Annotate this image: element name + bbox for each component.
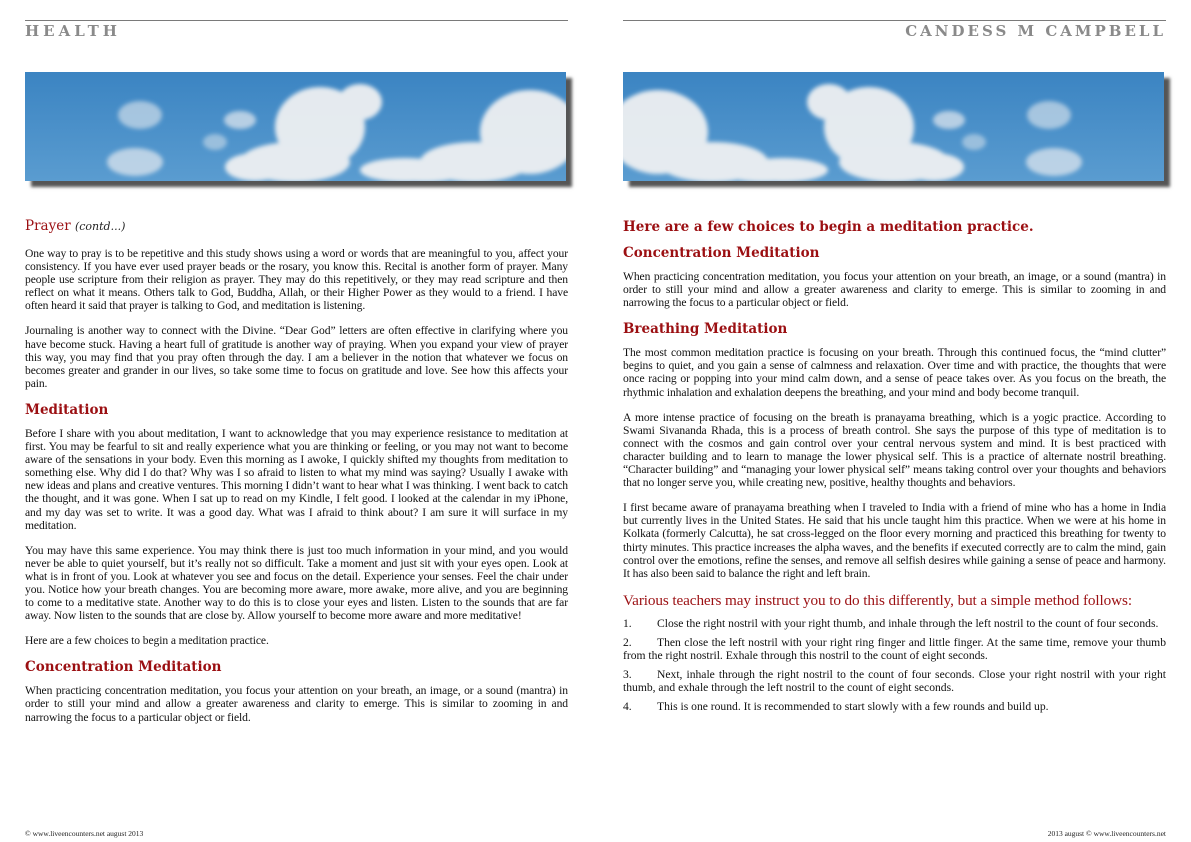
list-item <box>623 700 1166 713</box>
heading-meditation: Meditation <box>25 401 109 418</box>
paragraph: You may have this same experience. You may think there is just too much information in your mind, and you would never be able to quiet yourself, but it’s really not so difficult. Take a moment and just sit with your eyes open. Look at what is in front of you. Look at whatever you see and focus on the detail. Experience your senses. Feel the chair under you. Notice how your breath changes. You are becoming more aware, more awake, more alive, and you are beginning to come to a meditative state. Another way to do this is to close your eyes and listen. Listen to the sounds that are far away. Now listen to the sounds that are close by. Allow yourself to become more aware and more meditative! <box>25 543 568 623</box>
section-title: Prayer <box>25 218 71 234</box>
page-footer: © www.liveencounters.net august 2013 <box>25 829 144 838</box>
paragraph: When practicing concentration meditation, you focus your attention on your breath, an image, or a sound (mantra) in order to still your mind and allow a greater awareness and clarity to emerge. This is similar to zooming in and narrowing the focus to a particular object or field. <box>623 270 1166 310</box>
sky-clouds-illustration <box>623 72 1164 181</box>
paragraph: Before I share with you about meditation, I want to acknowledge that you may experience resistance to meditation at first. You may be fearful to sit and really experience what you are thinking or feeling, or you may not want to become aware of the sensations in your body. Even this morning as I awoke, I quickly shifted my thoughts from meditation to something else. Why did I do that? Why was I so afraid to listen to what my mind was saying? Usually I awake with new ideas and plans and creative ventures. This morning I didn’t want to hear what I was thinking. I went back to catch the thought, and it was gone. When I sat up to read on my Kindle, I felt good. I looked at the calendar in my iPhone, and my day was set to write. It was a good day. What was I afraid to think about? I am sure it will surface in my meditation. <box>25 426 568 532</box>
paragraph: Here are a few choices to begin a meditation practice. <box>25 634 269 648</box>
step-number: 3. <box>623 668 632 682</box>
step-text: Next, inhale through the right nostril to the count of four seconds. Close your right nostril with your right thumb, and exhale through the left nostril to the count of eight seconds. <box>623 668 1166 695</box>
list-item <box>623 636 1166 662</box>
method-heading: Various teachers may instruct you to do this differently, but a simple method follows: <box>623 591 1132 609</box>
step-text: This is one round. It is recommended to start slowly with a few rounds and build up. <box>657 700 1049 714</box>
running-head: HEALTH <box>25 22 121 40</box>
header-rule <box>25 20 568 21</box>
sky-banner-image <box>623 72 1164 181</box>
heading-concentration-meditation: Concentration Meditation <box>25 659 222 676</box>
running-head: CANDESS M CAMPBELL <box>905 22 1166 40</box>
right-page-content <box>623 219 1166 719</box>
right-page <box>623 0 1166 842</box>
sky-clouds-illustration <box>25 72 566 181</box>
intro-heading: Here are a few choices to begin a meditation practice. <box>623 219 1034 235</box>
heading-concentration-meditation: Concentration Meditation <box>623 245 820 261</box>
step-number: 4. <box>623 700 632 714</box>
section-title-prayer <box>25 218 568 235</box>
step-number: 2. <box>623 635 632 649</box>
step-text: Then close the left nostril with your right ring finger and little finger. At the same time, remove your thumb from the right nostril. Exhale through this nostril to the count of eight seconds. <box>623 635 1166 662</box>
header-rule <box>623 20 1166 21</box>
section-title-suffix: (contd...) <box>74 220 126 233</box>
paragraph: The most common meditation practice is focusing on your breath. Through this continued focus, the “mind clutter” begins to quiet, and you gain a sense of calmness and relaxation. Over time and with practice, the thoughts that were once racing or popping into your mind calm down, and a sense of peace takes over. As you focus on the breath, the rhythmic inhalation and exhalation deepens the breathing, and your mind and body become tranquil. <box>623 346 1166 399</box>
page-footer: 2013 august © www.liveencounters.net <box>1047 829 1166 838</box>
left-page <box>25 0 568 842</box>
paragraph: Journaling is another way to connect with the Divine. “Dear God” letters are often effective in clarifying where you have become stuck. Having a heart full of gratitude is another way of praying. When you expand your view of prayer this way, you may find that you pray often through the day. I am a believer in the notion that whatever we focus on becomes greater and grander in our lives, so take some time to focus on gratitude and love. See how this affects your pain. <box>25 324 568 390</box>
heading-breathing-meditation: Breathing Meditation <box>623 321 788 338</box>
step-number: 1. <box>623 616 632 630</box>
paragraph: When practicing concentration meditation, you focus your attention on your breath, an image, or a sound (mantra) in order to still your mind and allow a greater awareness and clarity to emerge. This is similar to zooming in and narrowing the focus to a particular object or field. <box>25 684 568 724</box>
list-item <box>623 617 1166 630</box>
sky-banner-image <box>25 72 566 181</box>
step-text: Close the right nostril with your right thumb, and inhale through the left nostril to the count of four seconds. <box>657 616 1159 630</box>
paragraph: A more intense practice of focusing on the breath is pranayama breathing, which is a yogic practice. According to Swami Sivananda Rhada, this is a process of breath control. She says the purpose of this type of meditation is to connect with the cosmos and gain control over your central nervous system and mind. It is best practiced with character building and to learn to manage the lower physical self. This is a practice of alternate nostril breathing. “Character building” and “managing your lower physical self” means taking control over your thoughts and behaviors that no longer serve you, while creating new, positive, healthy thoughts and behaviors. <box>623 410 1166 490</box>
list-item <box>623 668 1166 694</box>
paragraph: I first became aware of pranayama breathing when I traveled to India with a friend of mine who has a home in India but currently lives in the United States. He said that his uncle taught him this practice. When we were at his home in Kolkata (formerly Calcutta), he sat cross-legged on the floor every morning and practiced this breathing for twenty to thirty minutes. This practice increases the alpha waves, and the benefits if executed correctly are to calm the mind, gain control over the emotions, refine the senses, and remove all selfish desires while gaining a sense of peace and harmony. It has also been said to balance the right and left brain. <box>623 501 1166 580</box>
left-page-content <box>25 218 568 736</box>
paragraph: One way to pray is to be repetitive and this study shows using a word or words that are meaningful to you, affect your consistency. If you have ever used prayer beads or the rosary, you know this. Recital is another form of prayer. Many people use scripture from their religion as prayer. They may do this repetitively, or they may read scripture and then reflect on what it means. Others talk to God, Buddha, Allah, or their Higher Power as they would to a friend. I have often heard it said that prayer is talking to God, and meditation is listening. <box>25 247 568 313</box>
